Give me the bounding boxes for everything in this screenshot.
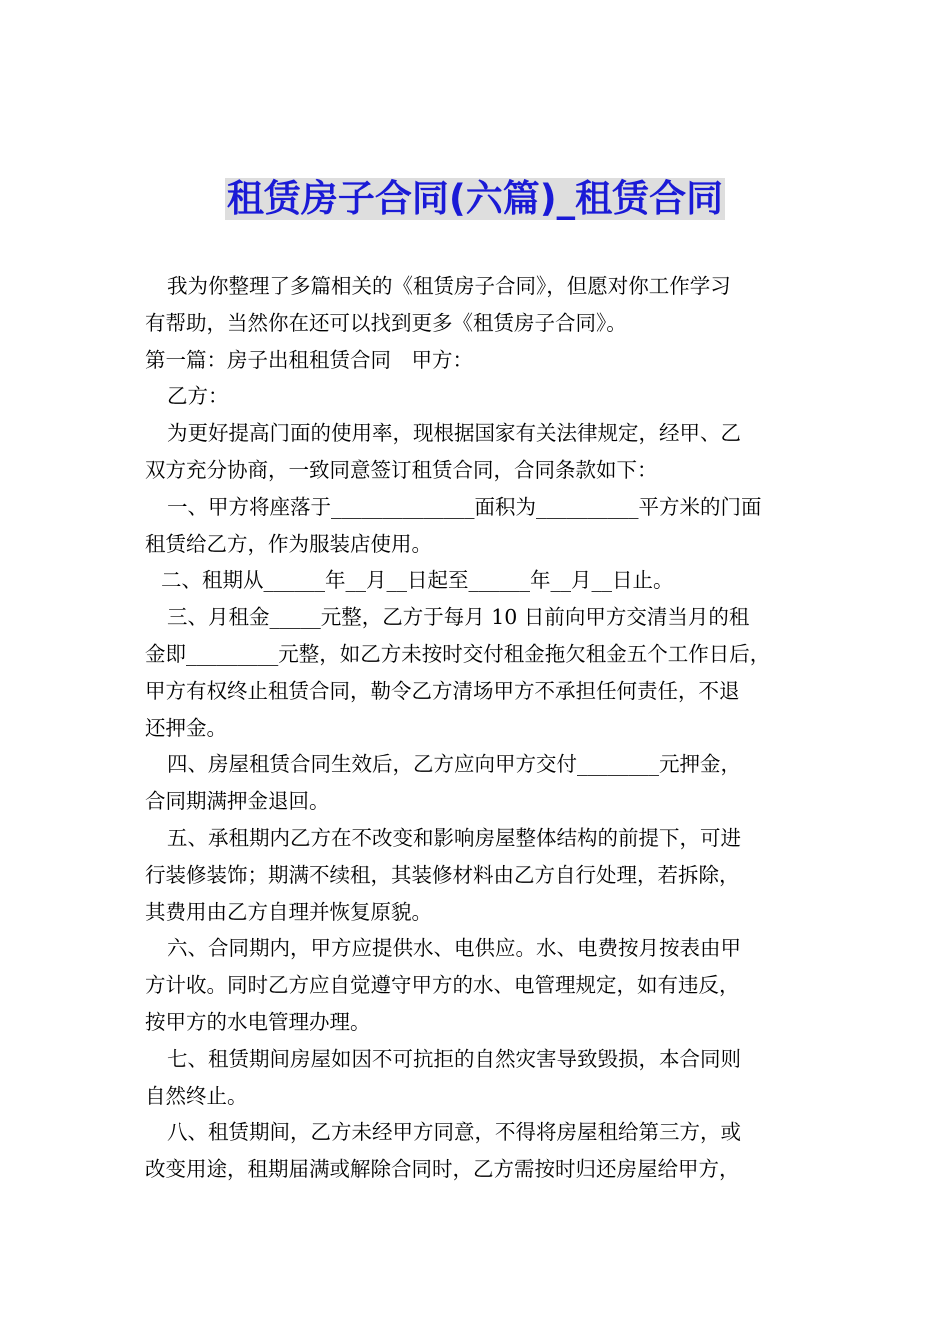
document-title: 租赁房子合同(六篇)_租赁合同 xyxy=(226,177,724,220)
paragraph-line: 双方充分协商，一致同意签订租赁合同，合同条款如下： xyxy=(145,457,658,482)
clause-line: 自然终止。 xyxy=(145,1083,248,1108)
clause-line: 租赁给乙方，作为服装店使用。 xyxy=(145,531,432,556)
clause-line: 四、房屋租赁合同生效后，乙方应向甲方交付________元押金， xyxy=(167,752,741,777)
paragraph-line: 我为你整理了多篇相关的《租赁房子合同》，但愿对你工作学习 xyxy=(167,274,731,298)
clause-line: 其费用由乙方自理并恢复原貌。 xyxy=(145,899,432,924)
clause-line: 还押金。 xyxy=(145,715,227,740)
clause-line: 按甲方的水电管理办理。 xyxy=(145,1009,371,1034)
clause-line: 金即_________元整，如乙方未按时交付租金拖欠租金五个工作日后， xyxy=(145,641,771,666)
clause-line: 甲方有权终止租赁合同，勒令乙方清场甲方不承担任何责任，不退 xyxy=(145,678,740,703)
clause-line: 三、月租金_____元整，乙方于每月 10 日前向甲方交清当月的租 xyxy=(167,605,750,630)
clause-line: 二、租期从______年__月__日起至______年__月__日止。 xyxy=(161,568,674,593)
clause-line: 六、合同期内，甲方应提供水、电供应。水、电费按月按表由甲 xyxy=(167,936,741,961)
title-wrapper xyxy=(0,178,950,220)
clause-line: 八、租赁期间，乙方未经甲方同意，不得将房屋租给第三方，或 xyxy=(167,1120,741,1145)
clause-line: 合同期满押金退回。 xyxy=(145,789,330,814)
paragraph-line: 为更好提高门面的使用率，现根据国家有关法律规定，经甲、乙 xyxy=(167,421,741,446)
clause-line: 五、承租期内乙方在不改变和影响房屋整体结构的前提下，可进 xyxy=(167,825,741,850)
document-body xyxy=(145,268,813,1188)
clause-line: 改变用途，租期届满或解除合同时，乙方需按时归还房屋给甲方， xyxy=(145,1157,740,1182)
section-heading: 第一篇：房子出租租赁合同 甲方： xyxy=(145,347,473,372)
clause-line: 一、甲方将座落于______________面积为__________平方米的门面 xyxy=(167,494,762,519)
paragraph-line: 乙方： xyxy=(167,384,229,409)
clause-line: 行装修装饰；期满不续租，其装修材料由乙方自行处理，若拆除， xyxy=(145,862,740,887)
clause-line: 方计收。同时乙方应自觉遵守甲方的水、电管理规定，如有违反， xyxy=(145,973,740,998)
clause-line: 七、租赁期间房屋如因不可抗拒的自然灾害导致毁损，本合同则 xyxy=(167,1046,741,1071)
paragraph-line: 有帮助，当然你在还可以找到更多《租赁房子合同》。 xyxy=(145,310,627,335)
